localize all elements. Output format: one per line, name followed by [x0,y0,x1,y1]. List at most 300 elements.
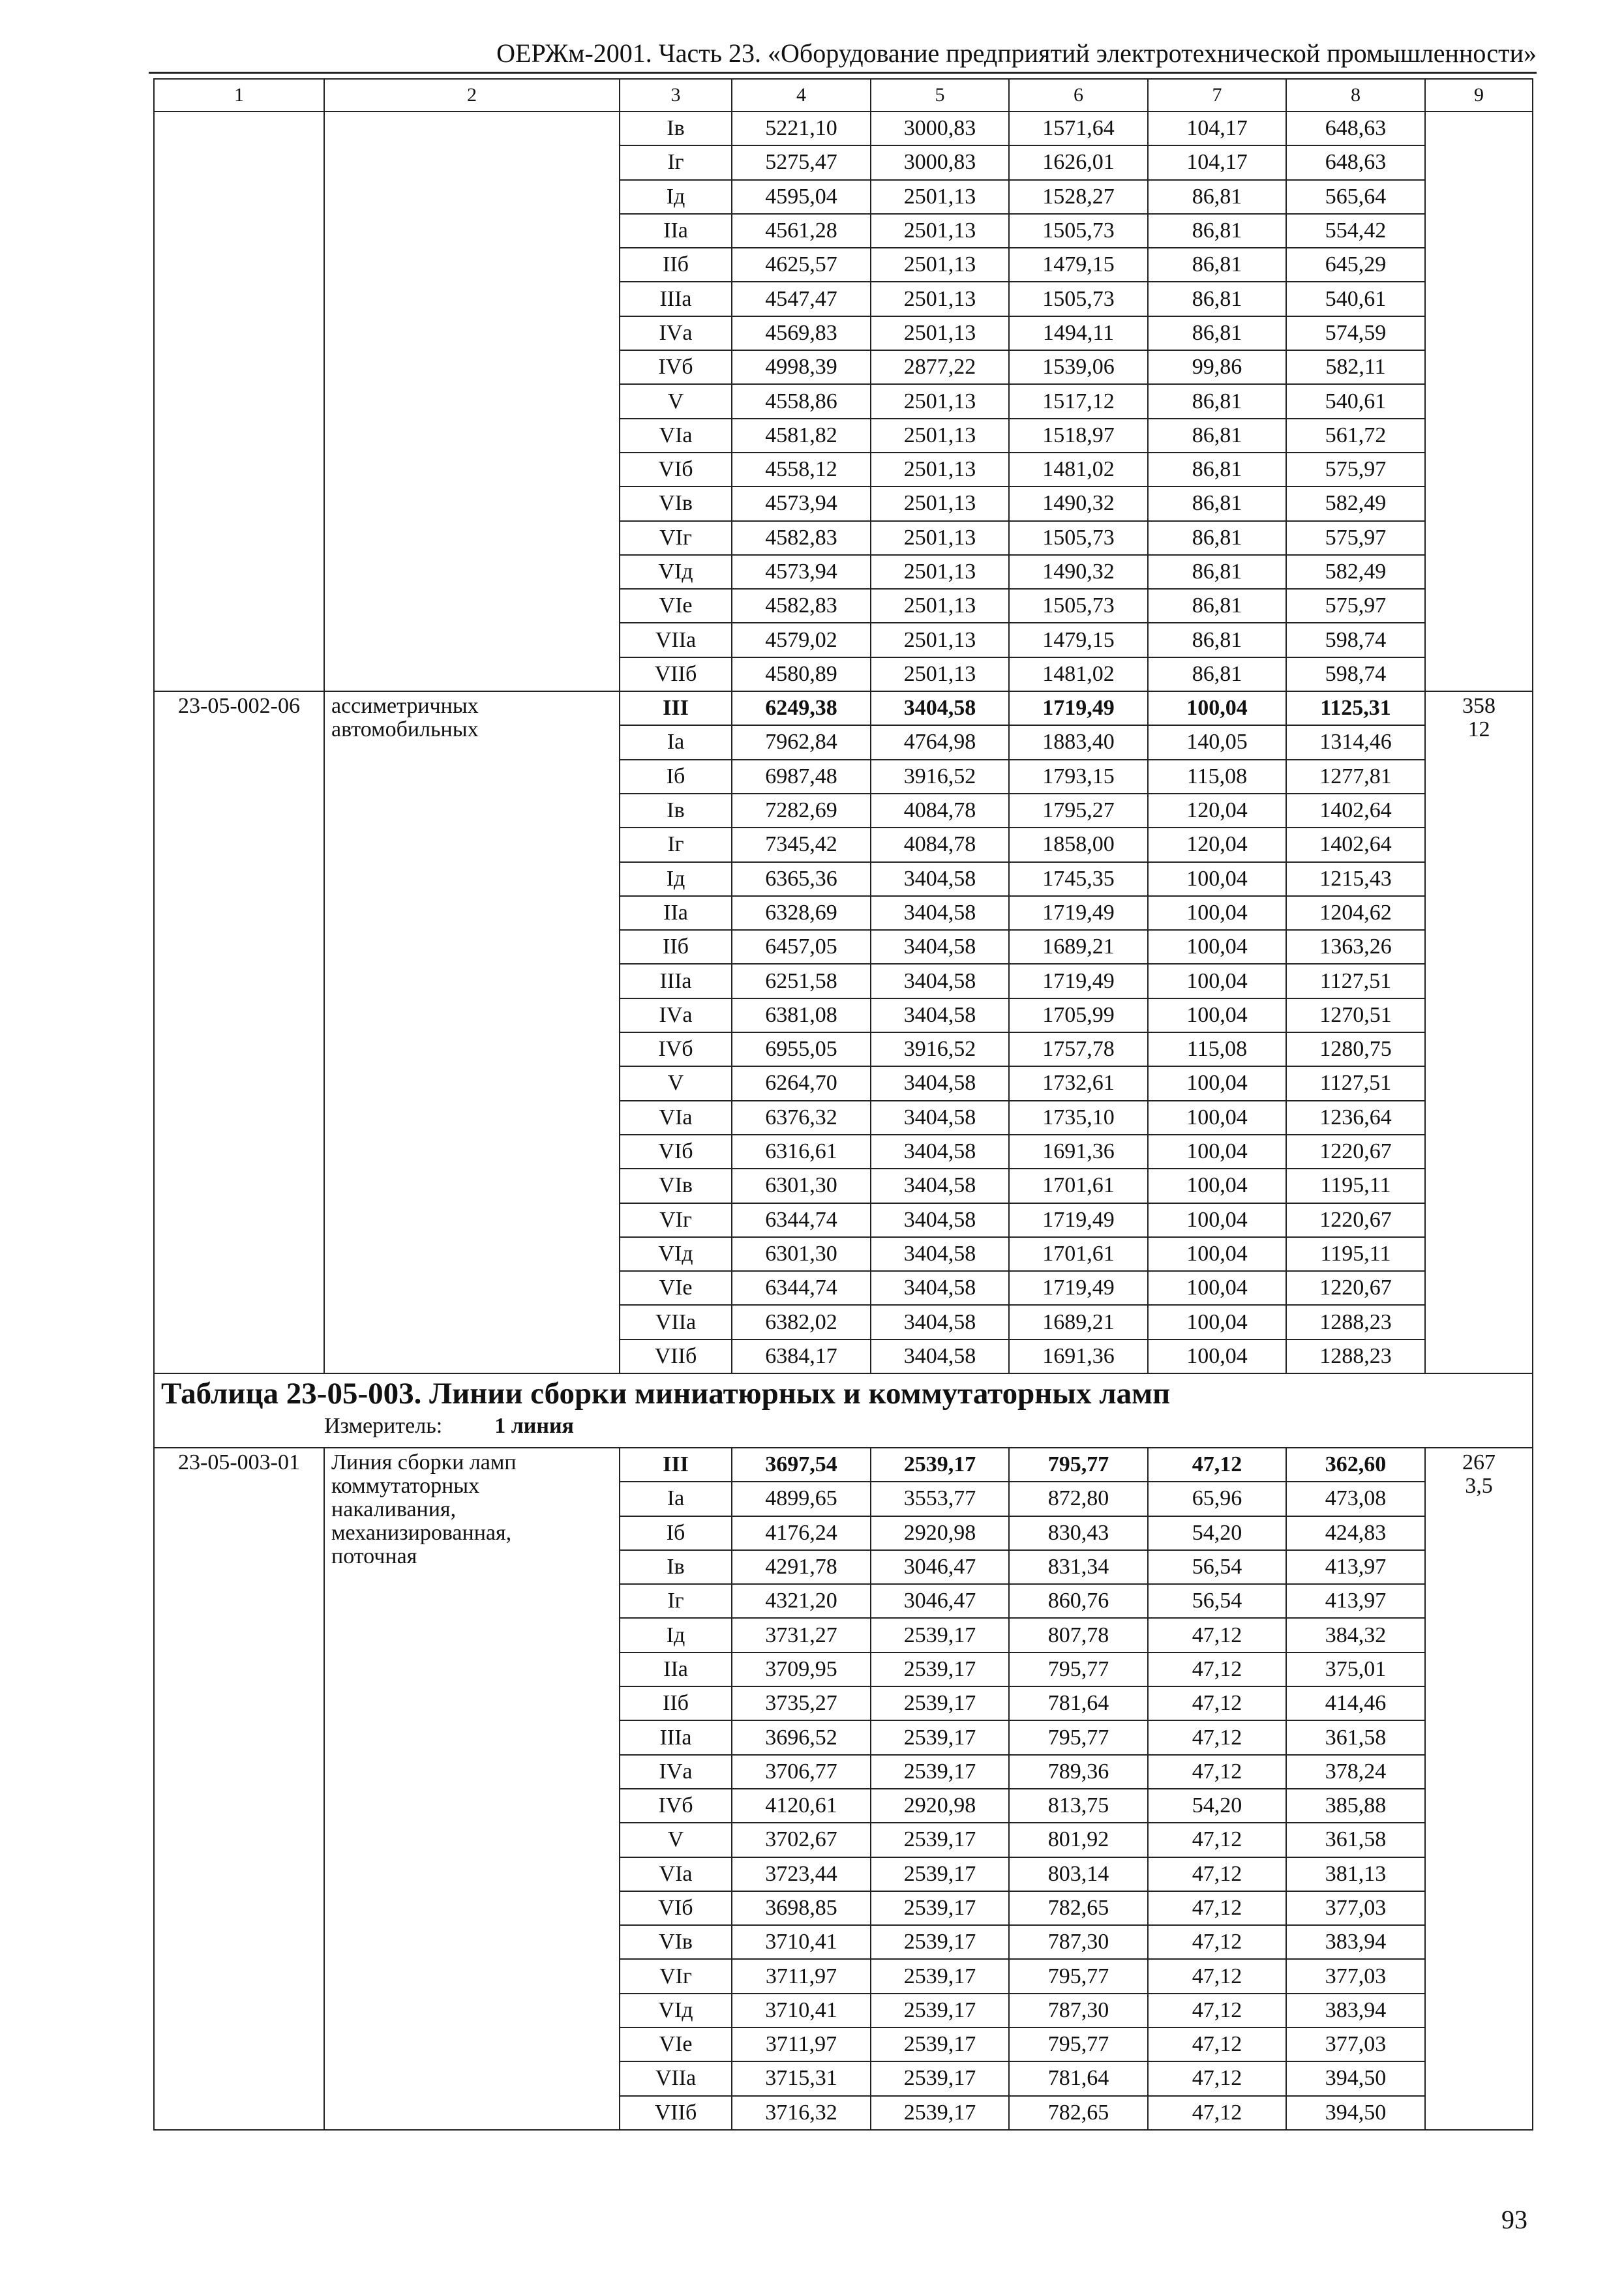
value-cell: 575,97 [1286,589,1425,623]
value-cell: 86,81 [1148,316,1286,350]
value-cell: 140,05 [1148,725,1286,759]
value-cell: 3735,27 [732,1686,871,1720]
zone-cell: Iв [620,1550,732,1584]
value-cell: 100,04 [1148,896,1286,930]
value-cell: 830,43 [1009,1516,1148,1550]
value-cell: 2539,17 [871,1720,1009,1754]
column-9-values [1425,691,1533,1373]
value-cell: 1481,02 [1009,657,1148,691]
value-cell: 362,60 [1286,1448,1425,1482]
value-cell: 1204,62 [1286,896,1425,930]
value-cell: 1215,43 [1286,862,1425,896]
value-cell: 3404,58 [871,862,1009,896]
value-cell: 47,12 [1148,2061,1286,2095]
value-cell: 1719,49 [1009,896,1148,930]
column-number-row [154,79,1533,112]
value-cell: 3404,58 [871,896,1009,930]
zone-cell: IIб [620,1686,732,1720]
value-cell: 807,78 [1009,1618,1148,1652]
value-cell: 2539,17 [871,2027,1009,2061]
value-cell: 4084,78 [871,828,1009,861]
value-cell: 1745,35 [1009,862,1148,896]
value-cell: 56,54 [1148,1550,1286,1584]
value-cell: 3696,52 [732,1720,871,1754]
value-cell: 47,12 [1148,1891,1286,1925]
value-cell: 1505,73 [1009,589,1148,623]
value-cell: 1719,49 [1009,1203,1148,1237]
value-cell: 100,04 [1148,1237,1286,1271]
value-cell: 86,81 [1148,384,1286,418]
value-cell: 377,03 [1286,1959,1425,1993]
value-cell: 2501,13 [871,521,1009,555]
value-cell: 4573,94 [732,555,871,589]
zone-cell: VIIа [620,623,732,657]
zone-cell: Iв [620,112,732,145]
value-cell: 4582,83 [732,589,871,623]
value-cell: 4899,65 [732,1482,871,1516]
value-cell: 100,04 [1148,964,1286,998]
zone-cell: IIа [620,214,732,248]
measure-line [161,1413,1526,1439]
value-cell: 4120,61 [732,1789,871,1823]
value-cell: 2501,13 [871,623,1009,657]
value-cell: 1363,26 [1286,930,1425,964]
value-cell: 3715,31 [732,2061,871,2095]
value-cell: 473,08 [1286,1482,1425,1516]
value-cell: 645,29 [1286,248,1425,282]
value-cell: 99,86 [1148,350,1286,384]
value-cell: 3404,58 [871,1237,1009,1271]
value-cell: 1719,49 [1009,1271,1148,1305]
value-cell: 813,75 [1009,1789,1148,1823]
measure-label: Измеритель: [324,1413,443,1438]
value-cell: 4625,57 [732,248,871,282]
value-cell: 4579,02 [732,623,871,657]
zone-cell: IVа [620,998,732,1032]
value-cell: 4582,83 [732,521,871,555]
table-heading-row [154,1373,1533,1448]
value-cell: 3404,58 [871,1066,1009,1100]
zone-cell: VIа [620,1857,732,1891]
value-cell: 540,61 [1286,282,1425,316]
value-cell: 2539,17 [871,1653,1009,1686]
value-cell: 86,81 [1148,623,1286,657]
value-cell: 414,46 [1286,1686,1425,1720]
value-cell: 2501,13 [871,384,1009,418]
rates-table-body [154,79,1533,2130]
column-number: 8 [1286,79,1425,112]
value-cell: 100,04 [1148,691,1286,725]
zone-cell: VIIб [620,1339,732,1373]
value-cell: 3697,54 [732,1448,871,1482]
value-cell: 3404,58 [871,1169,1009,1203]
zone-cell: VIд [620,555,732,589]
zone-cell: IIб [620,930,732,964]
value-cell: 47,12 [1148,1720,1286,1754]
value-cell: 803,14 [1009,1857,1148,1891]
description-line: механизированная, [331,1520,512,1545]
value-cell: 47,12 [1148,1857,1286,1891]
value-cell: 86,81 [1148,214,1286,248]
measure-value: 1 линия [494,1413,574,1438]
value-cell: 1689,21 [1009,930,1148,964]
value-cell: 582,11 [1286,350,1425,384]
value-cell: 4321,20 [732,1584,871,1618]
description-line: накаливания, [331,1497,457,1521]
value-cell: 47,12 [1148,1653,1286,1686]
zone-cell: IVа [620,316,732,350]
value-cell: 3698,85 [732,1891,871,1925]
value-cell: 554,42 [1286,214,1425,248]
value-cell: 4764,98 [871,725,1009,759]
value-cell: 47,12 [1148,2027,1286,2061]
value-cell: 2539,17 [871,1448,1009,1482]
value-cell: 47,12 [1148,1448,1286,1482]
value-cell: 47,12 [1148,1994,1286,2027]
zone-cell: IVб [620,1032,732,1066]
value-cell: 575,97 [1286,453,1425,486]
value-cell: 6365,36 [732,862,871,896]
value-cell: 3706,77 [732,1755,871,1789]
value-cell: 1280,75 [1286,1032,1425,1066]
zone-cell: VIг [620,521,732,555]
column-number: 1 [154,79,324,112]
value-cell: 2501,13 [871,248,1009,282]
zone-cell: Iд [620,1618,732,1652]
value-cell: 1277,81 [1286,760,1425,794]
value-cell: 6457,05 [732,930,871,964]
value-cell: 860,76 [1009,1584,1148,1618]
zone-cell: VIб [620,1135,732,1169]
value-cell: 3916,52 [871,1032,1009,1066]
value-cell: 2501,13 [871,214,1009,248]
value-cell: 394,50 [1286,2061,1425,2095]
rate-code [154,112,324,691]
value-cell: 782,65 [1009,2096,1148,2130]
table-title: Таблица 23-05-003. Линии сборки миниатюрных и коммутаторных ламп [161,1376,1171,1411]
value-cell: 575,97 [1286,521,1425,555]
page-header-title: ОЕРЖм-2001. Часть 23. «Оборудование предприятий электротехнической промышленности» [496,38,1537,68]
value-cell: 3404,58 [871,964,1009,998]
page-number: 93 [1501,2205,1527,2234]
value-cell: 6381,08 [732,998,871,1032]
value-cell: 1505,73 [1009,282,1148,316]
value-cell: 6382,02 [732,1305,871,1339]
value-cell: 565,64 [1286,180,1425,214]
value-cell: 2539,17 [871,1823,1009,1857]
zone-cell: IIб [620,248,732,282]
value-cell: 6344,74 [732,1203,871,1237]
zone-cell: IIIа [620,282,732,316]
value-cell: 120,04 [1148,794,1286,828]
value-cell: 4176,24 [732,1516,871,1550]
zone-cell: Iг [620,828,732,861]
value-cell: 781,64 [1009,2061,1148,2095]
zone-cell: V [620,384,732,418]
description-line: коммутаторных [331,1473,480,1498]
value-cell: 3710,41 [732,1994,871,2027]
value-cell: 1858,00 [1009,828,1148,861]
value-cell: 1735,10 [1009,1101,1148,1135]
value-cell: 3404,58 [871,1339,1009,1373]
value-cell: 6344,74 [732,1271,871,1305]
value-cell: 4595,04 [732,180,871,214]
value-cell: 100,04 [1148,1135,1286,1169]
value-cell: 1402,64 [1286,794,1425,828]
table-heading [154,1373,1533,1448]
value-cell: 86,81 [1148,657,1286,691]
value-cell: 3702,67 [732,1823,871,1857]
value-cell: 3046,47 [871,1584,1009,1618]
value-cell: 1719,49 [1009,691,1148,725]
value-cell: 1490,32 [1009,486,1148,520]
value-cell: 2501,13 [871,657,1009,691]
zone-cell: Iа [620,1482,732,1516]
rates-table [153,78,1533,2131]
zone-cell: VIIб [620,657,732,691]
value-cell: 1689,21 [1009,1305,1148,1339]
zone-cell: VIе [620,1271,732,1305]
value-cell: 1314,46 [1286,725,1425,759]
zone-cell: IVа [620,1755,732,1789]
value-cell: 375,01 [1286,1653,1425,1686]
value-cell: 598,74 [1286,623,1425,657]
value-cell: 3404,58 [871,1203,1009,1237]
zone-cell: Iв [620,794,732,828]
zone-cell: Iб [620,760,732,794]
header-divider [149,72,1537,74]
value-cell: 86,81 [1148,589,1286,623]
value-cell: 361,58 [1286,1720,1425,1754]
column-number: 5 [871,79,1009,112]
value-cell: 1402,64 [1286,828,1425,861]
value-cell: 561,72 [1286,419,1425,453]
value-cell: 2501,13 [871,282,1009,316]
value-cell: 384,32 [1286,1618,1425,1652]
zone-cell: V [620,1066,732,1100]
value-cell: 100,04 [1148,1203,1286,1237]
rate-code: 23-05-003-01 [154,1448,324,2130]
value-cell: 2501,13 [871,453,1009,486]
value-cell: 789,36 [1009,1755,1148,1789]
value-cell: 3731,27 [732,1618,871,1652]
value-cell: 47,12 [1148,1618,1286,1652]
value-cell: 872,80 [1009,1482,1148,1516]
value-cell: 582,49 [1286,555,1425,589]
value-cell: 2877,22 [871,350,1009,384]
zone-cell: Iб [620,1516,732,1550]
value-cell: 3710,41 [732,1925,871,1959]
value-cell: 1793,15 [1009,760,1148,794]
column-number: 7 [1148,79,1286,112]
value-cell: 6328,69 [732,896,871,930]
value-cell: 3404,58 [871,691,1009,725]
value-cell: 104,17 [1148,145,1286,179]
value-cell: 781,64 [1009,1686,1148,1720]
value-cell: 2539,17 [871,1857,1009,1891]
column-9-values [1425,112,1533,691]
zone-cell: VIв [620,486,732,520]
value-cell: 2501,13 [871,419,1009,453]
value-cell: 120,04 [1148,828,1286,861]
zone-cell: IVб [620,350,732,384]
value-cell: 1518,97 [1009,419,1148,453]
value-cell: 47,12 [1148,1755,1286,1789]
value-cell: 2501,13 [871,589,1009,623]
value-cell: 54,20 [1148,1516,1286,1550]
value-cell: 385,88 [1286,1789,1425,1823]
zone-cell: IIIа [620,1720,732,1754]
value-cell: 1517,12 [1009,384,1148,418]
value-cell: 1220,67 [1286,1135,1425,1169]
value-cell: 4561,28 [732,214,871,248]
value-cell: 4573,94 [732,486,871,520]
rate-description [324,691,620,1373]
value-cell: 2539,17 [871,1686,1009,1720]
col9-line: 267 [1462,1450,1496,1474]
zone-cell: Iа [620,725,732,759]
value-cell: 100,04 [1148,930,1286,964]
value-cell: 1481,02 [1009,453,1148,486]
value-cell: 3716,32 [732,2096,871,2130]
value-cell: 394,50 [1286,2096,1425,2130]
value-cell: 3000,83 [871,145,1009,179]
value-cell: 2539,17 [871,1959,1009,1993]
value-cell: 1236,64 [1286,1101,1425,1135]
zone-cell: VIIа [620,1305,732,1339]
value-cell: 383,94 [1286,1925,1425,1959]
value-cell: 3711,97 [732,1959,871,1993]
zone-cell: VIе [620,2027,732,2061]
value-cell: 6384,17 [732,1339,871,1373]
zone-cell: III [620,1448,732,1482]
value-cell: 47,12 [1148,1686,1286,1720]
zone-cell: VIIа [620,2061,732,2095]
value-cell: 377,03 [1286,2027,1425,2061]
value-cell: 6301,30 [732,1169,871,1203]
value-cell: 86,81 [1148,248,1286,282]
description-line: автомобильных [331,717,479,742]
value-cell: 2501,13 [871,180,1009,214]
value-cell: 6301,30 [732,1237,871,1271]
value-cell: 47,12 [1148,2096,1286,2130]
zone-cell: VIг [620,1203,732,1237]
zone-cell: VIб [620,453,732,486]
value-cell: 1479,15 [1009,623,1148,657]
value-cell: 3404,58 [871,1135,1009,1169]
value-cell: 1220,67 [1286,1271,1425,1305]
zone-cell: Iд [620,180,732,214]
value-cell: 1539,06 [1009,350,1148,384]
value-cell: 100,04 [1148,1066,1286,1100]
value-cell: 6251,58 [732,964,871,998]
value-cell: 1479,15 [1009,248,1148,282]
value-cell: 4581,82 [732,419,871,453]
zone-cell: VIIб [620,2096,732,2130]
value-cell: 7282,69 [732,794,871,828]
zone-cell: V [620,1823,732,1857]
value-cell: 6376,32 [732,1101,871,1135]
value-cell: 100,04 [1148,1169,1286,1203]
value-cell: 3723,44 [732,1857,871,1891]
value-cell: 1127,51 [1286,1066,1425,1100]
value-cell: 1195,11 [1286,1237,1425,1271]
value-cell: 1127,51 [1286,964,1425,998]
value-cell: 2501,13 [871,316,1009,350]
value-cell: 1505,73 [1009,214,1148,248]
value-cell: 1701,61 [1009,1169,1148,1203]
value-cell: 6264,70 [732,1066,871,1100]
zone-cell: VIб [620,1891,732,1925]
value-cell: 3404,58 [871,1101,1009,1135]
value-cell: 1719,49 [1009,964,1148,998]
value-cell: 4569,83 [732,316,871,350]
value-cell: 424,83 [1286,1516,1425,1550]
value-cell: 598,74 [1286,657,1425,691]
value-cell: 86,81 [1148,521,1286,555]
column-number: 4 [732,79,871,112]
value-cell: 100,04 [1148,1271,1286,1305]
value-cell: 3553,77 [871,1482,1009,1516]
value-cell: 2539,17 [871,1618,1009,1652]
value-cell: 377,03 [1286,1891,1425,1925]
value-cell: 795,77 [1009,1653,1148,1686]
value-cell: 378,24 [1286,1755,1425,1789]
value-cell: 1125,31 [1286,691,1425,725]
value-cell: 383,94 [1286,1994,1425,2027]
value-cell: 3404,58 [871,930,1009,964]
column-number: 6 [1009,79,1148,112]
value-cell: 6987,48 [732,760,871,794]
value-cell: 4558,86 [732,384,871,418]
value-cell: 413,97 [1286,1550,1425,1584]
column-number: 3 [620,79,732,112]
value-cell: 795,77 [1009,2027,1148,2061]
value-cell: 1571,64 [1009,112,1148,145]
value-cell: 7345,42 [732,828,871,861]
zone-cell: VIд [620,1994,732,2027]
zone-cell: IVб [620,1789,732,1823]
zone-cell: VIд [620,1237,732,1271]
value-cell: 1288,23 [1286,1339,1425,1373]
value-cell: 795,77 [1009,1959,1148,1993]
value-cell: 1270,51 [1286,998,1425,1032]
value-cell: 1705,99 [1009,998,1148,1032]
value-cell: 6316,61 [732,1135,871,1169]
value-cell: 787,30 [1009,1925,1148,1959]
value-cell: 2539,17 [871,2096,1009,2130]
value-cell: 3709,95 [732,1653,871,1686]
value-cell: 582,49 [1286,486,1425,520]
col9-line: 358 [1462,694,1496,719]
col9-line: 12 [1467,717,1490,742]
zone-cell: VIа [620,419,732,453]
value-cell: 4291,78 [732,1550,871,1584]
value-cell: 1691,36 [1009,1135,1148,1169]
value-cell: 2501,13 [871,486,1009,520]
value-cell: 795,77 [1009,1448,1148,1482]
zone-cell: VIг [620,1959,732,1993]
description-line: поточная [331,1544,417,1568]
value-cell: 413,97 [1286,1584,1425,1618]
value-cell: 787,30 [1009,1994,1148,2027]
description-line: Линия сборки ламп [331,1450,517,1474]
value-cell: 2920,98 [871,1789,1009,1823]
value-cell: 4558,12 [732,453,871,486]
description-line: ассиметричных [331,694,479,719]
value-cell: 47,12 [1148,1823,1286,1857]
zone-cell: III [620,691,732,725]
